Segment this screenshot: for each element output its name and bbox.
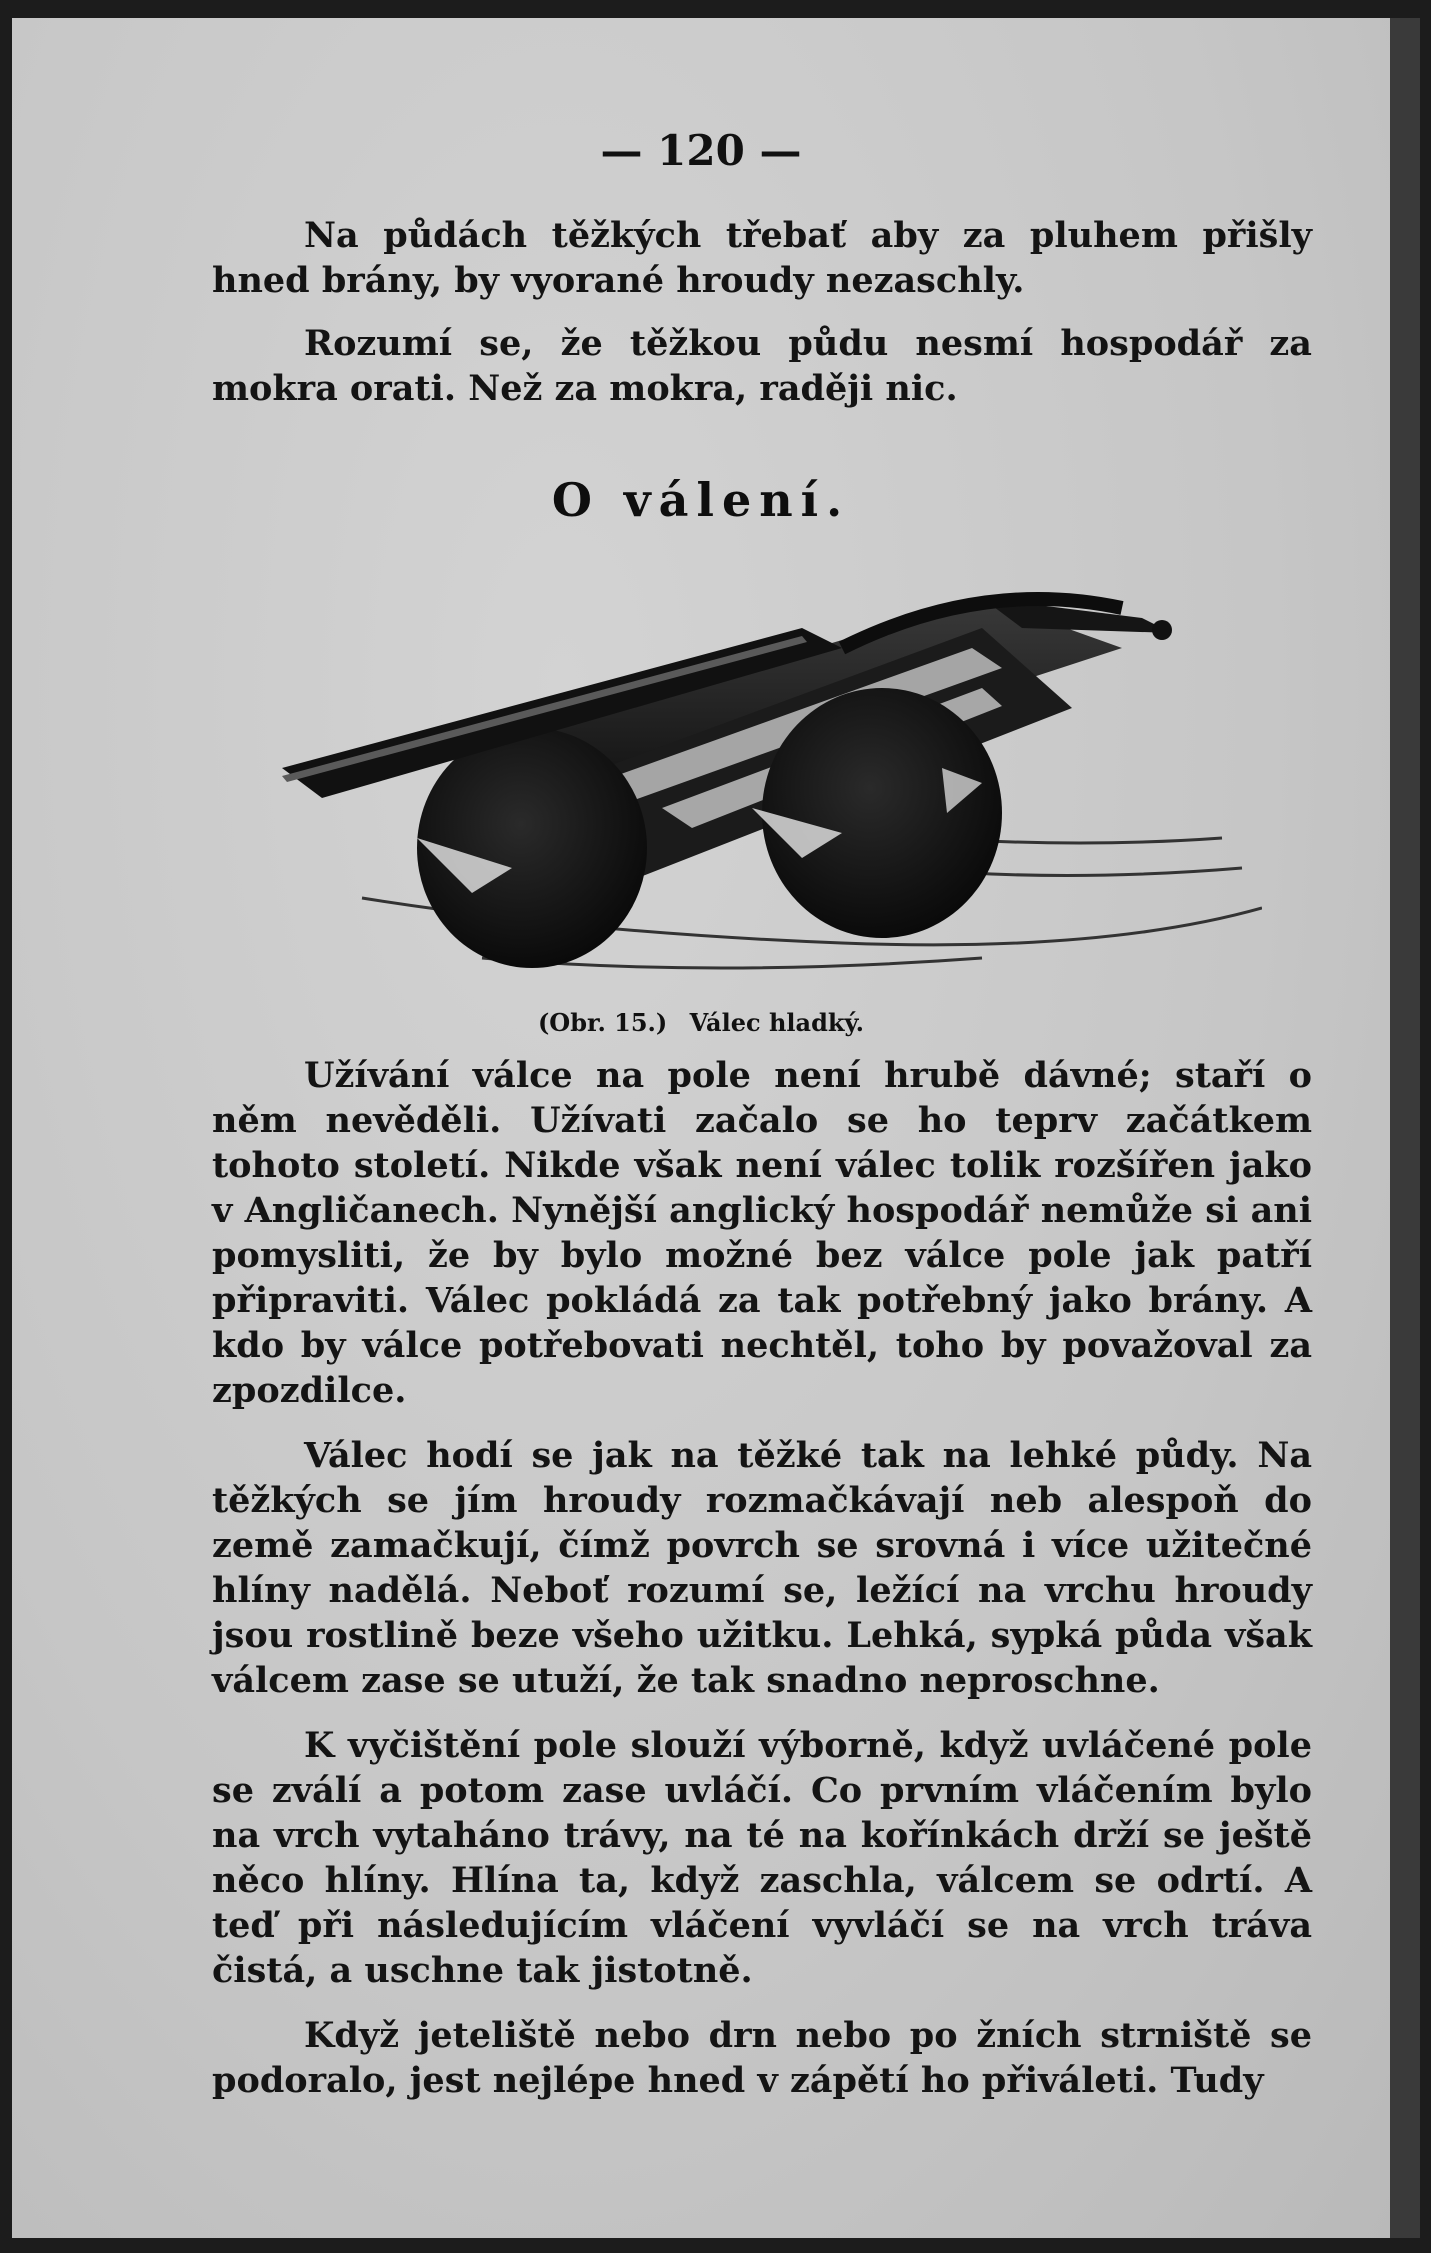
book-page xyxy=(12,18,1390,2238)
figure-title: Válec hladký. xyxy=(689,1008,865,1037)
paragraph: Válec hodí se jak na těžké tak na lehké půdy. Na těžkých se jím hroudy rozmačkávají neb alespoň do země zamačkují, čímž povrch se srovná i více užitečné hlíny nadělá. Neboť rozumí se, ležící na vrchu hroudy jsou rostlině beze všeho užitku. Lehká, sypká půda však válcem zase se utuží, že tak snadno neproschne. xyxy=(212,1435,1312,1701)
paragraph: Na půdách těžkých třebať aby za pluhem přišly hned brány, by vyorané hroudy nezaschly. xyxy=(212,215,1312,301)
paragraph: Když jeteliště nebo drn nebo po žních strniště se podoralo, jest nejlépe hned v zápětí ho přiváleti. Tudy xyxy=(212,2015,1312,2101)
paragraph: Užívání válce na pole není hrubě dávné; staří o něm nevěděli. Užívati začalo se ho teprv začátkem tohoto století. Nikde však není válec tolik rozšířen jako v Angličanech. Nynější anglický hospodář nemůže si ani pomysliti, že by bylo možné bez válce pole jak patří připraviti. Válec pokládá za tak potřebný jako brány. A kdo by válce potřebovati nechtěl, toho by považoval za zpozdilce. xyxy=(212,1055,1312,1411)
section-heading: O válení. xyxy=(551,473,851,527)
intro-text xyxy=(212,213,1312,411)
page-number: — 120 — xyxy=(600,126,802,175)
page-edge xyxy=(1390,18,1420,2238)
figure-label: (Obr. 15.) xyxy=(537,1008,668,1037)
roller-engraving xyxy=(282,538,1262,998)
roller-illustration xyxy=(282,538,1262,998)
paragraph: K vyčištění pole slouží výborně, když uvláčené pole se zválí a potom zase uvláčí. Co prvním vláčením bylo na vrch vytaháno trávy, na té na kořínkách drží se ještě něco hlíny. Hlína ta, když zaschla, válcem se odrtí. A teď při následujícím vláčení vyvláčí se na vrch tráva čistá, a uschne tak jistotně. xyxy=(212,1725,1312,1991)
figure-caption xyxy=(12,1008,1390,1037)
paragraph: Rozumí se, že těžkou půdu nesmí hospodář za mokra orati. Než za mokra, raději nic. xyxy=(212,323,1312,409)
body-text xyxy=(212,1053,1312,2103)
